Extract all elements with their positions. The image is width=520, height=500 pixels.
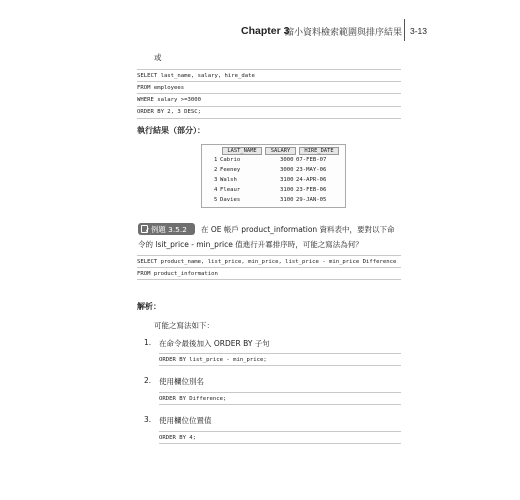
edit-icon	[141, 225, 148, 233]
list-item-number: 2.	[144, 376, 152, 385]
code-line: FROM product_information	[137, 267, 401, 280]
code-line: WHERE salary >=3000	[137, 93, 401, 105]
list-item-text: 使用欄位別名	[159, 377, 204, 386]
table-row: 2 Feeney 3000 23-MAY-06	[214, 167, 327, 173]
table-row: 1 Cabrio 3000 07-FEB-07	[214, 157, 327, 163]
results-table	[201, 144, 346, 208]
table-row: 5 Davies 3100 29-JAN-05	[214, 197, 327, 203]
analysis-lead: 可能之寫法如下：	[154, 321, 214, 330]
code-line: SELECT product_name, list_price, min_price, list_price - min_price Difference	[137, 255, 401, 267]
or-text: 或	[154, 53, 162, 62]
table-row: 3 Walsh 3100 24-APR-06	[214, 177, 327, 183]
list-item-text: 使用欄位位置值	[159, 416, 212, 425]
column-header: LAST_NAME	[222, 147, 262, 155]
list-item-number: 3.	[144, 415, 152, 424]
code-line: FROM employees	[137, 81, 401, 93]
code-block-query2	[137, 255, 401, 280]
code-line: SELECT last_name, salary, hire_date	[137, 69, 401, 81]
header-divider	[404, 19, 405, 41]
example-badge	[138, 223, 195, 235]
example-question-line2: 令的 lsit_price - min_price 值進行升冪排序時，可能之寫法為何？	[138, 240, 363, 249]
code-block-query1	[137, 69, 401, 119]
analysis-heading: 解析：	[137, 302, 161, 311]
code-block-item2	[159, 392, 401, 405]
example-question-line1: 在 OE 帳戶 product_information 資料表中，要對以下命	[201, 225, 395, 234]
column-header: SALARY	[265, 147, 296, 155]
code-block-item1	[159, 353, 401, 366]
example-badge-label: 例題 3.5.2	[151, 224, 187, 234]
code-line: ORDER BY list_price - min_price;	[159, 353, 401, 366]
chapter-title: 縮小資料檢索範圍與排序結果	[285, 28, 403, 38]
code-line: ORDER BY Difference;	[159, 392, 401, 405]
column-header: HIRE_DATE	[299, 147, 339, 155]
chapter-label: Chapter 3	[241, 25, 290, 37]
code-block-item3	[159, 431, 401, 444]
list-item-number: 1.	[144, 338, 152, 347]
results-heading: 執行結果（部分）：	[137, 126, 205, 135]
list-item-text: 在命令最後加入 ORDER BY 子句	[159, 339, 270, 348]
page-number: 3-13	[410, 26, 428, 36]
code-line: ORDER BY 2, 3 DESC;	[137, 106, 401, 119]
table-row: 4 Fleaur 3100 23-FEB-06	[214, 187, 327, 193]
code-line: ORDER BY 4;	[159, 431, 401, 444]
